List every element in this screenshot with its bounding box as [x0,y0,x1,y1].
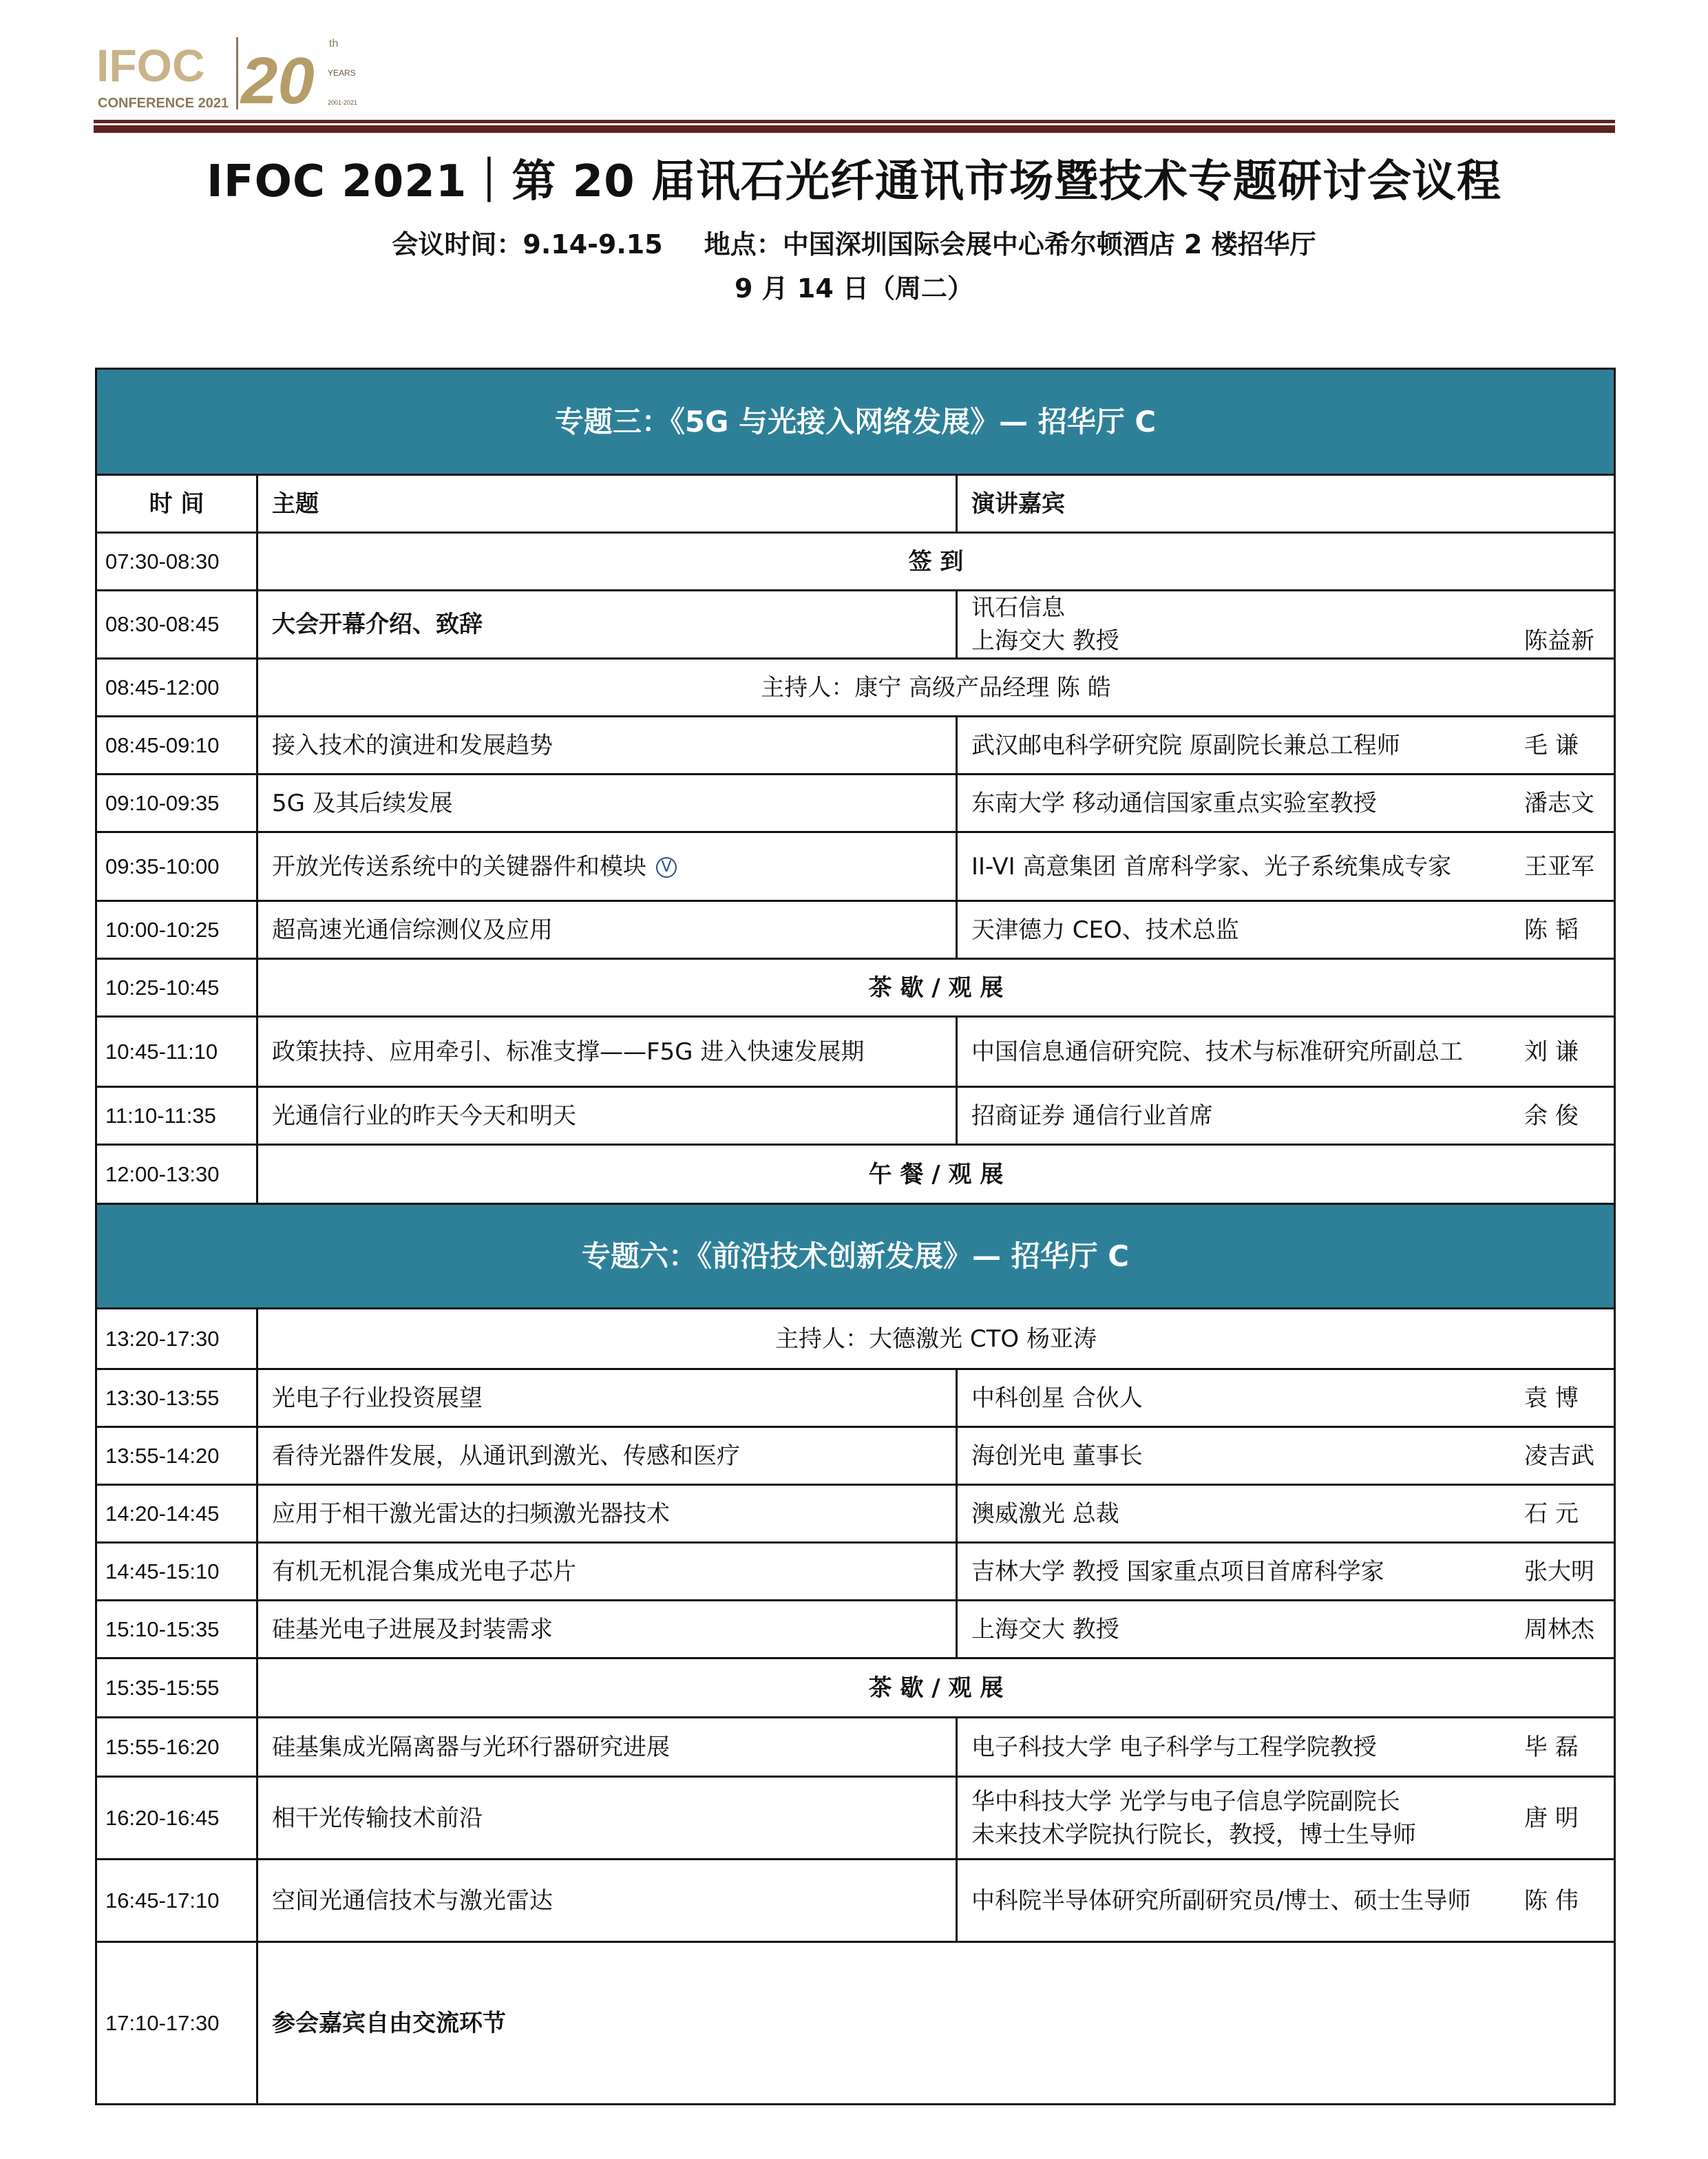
table-row [96,659,1615,717]
topic: 空间光通信技术与激光雷达 [272,1886,553,1915]
speaker-cell [957,1601,1615,1658]
speaker-affiliation [971,1613,1510,1646]
affiliation-line: 澳威激光 总裁 [971,1499,1119,1528]
header-time: 时 间 [96,475,257,533]
table-row [96,1601,1615,1658]
speaker-affiliation [971,1382,1510,1415]
speaker-affiliation [971,1440,1510,1473]
time-slot: 14:20-14:45 [96,1485,257,1543]
table-row [96,717,1615,775]
topic: 光电子行业投资展望 [272,1384,483,1412]
logo-sub: CONFERENCE 2021 [98,96,229,111]
table-row [96,1485,1615,1543]
time-slot: 14:45-15:10 [96,1543,257,1601]
topic-cell [257,832,957,901]
break-or-host: 主持人：大德激光 CTO 杨亚涛 [257,1309,1615,1369]
speaker-affiliation [971,591,1510,657]
speaker-affiliation [971,1555,1510,1588]
topic-cell [257,1369,957,1427]
speaker-cell [957,1369,1615,1427]
agenda-table [95,368,1616,2105]
topic: 5G 及其后续发展 [272,789,453,817]
affiliation-line: 东南大学 移动通信国家重点实验室教授 [971,789,1377,817]
speaker-cell [957,717,1615,775]
speaker-name: 刘 谦 [1524,1038,1579,1066]
time-slot: 11:10-11:35 [96,1087,257,1145]
table-row [96,1427,1615,1485]
affiliation-line: 招商证券 通信行业首席 [971,1102,1213,1130]
speaker-cell [957,1485,1615,1543]
time-slot: 10:00-10:25 [96,901,257,959]
speaker-name: 余 俊 [1524,1102,1579,1130]
page-title: IFOC 2021｜第 20 届讯石光纤通讯市场暨技术专题研讨会议程 [207,156,1501,207]
time-slot: 13:20-17:30 [96,1309,257,1369]
ifoc-20th-logo [96,30,365,113]
time-slot: 12:00-13:30 [96,1145,257,1204]
speaker-name: 张大明 [1524,1557,1595,1586]
speaker-cell [957,1087,1615,1145]
speaker-name: 潘志文 [1524,789,1595,817]
affiliation-line: 海创光电 董事长 [971,1442,1143,1470]
speaker-affiliation [971,1884,1510,1917]
affiliation-line: 上海交大 教授 [971,1615,1119,1643]
meeting-time: 会议时间：9.14-9.15 [392,229,663,260]
table-row [96,901,1615,959]
time-slot: 15:10-15:35 [96,1601,257,1658]
time-slot: 16:45-17:10 [96,1860,257,1942]
session-topic: 参会嘉宾自由交流环节 [257,1942,1615,2105]
time-slot: 15:55-16:20 [96,1718,257,1777]
speaker-affiliation [971,850,1510,883]
topic: 有机无机混合集成光电子芯片 [272,1557,576,1586]
topic: 超高速光通信综测仪及应用 [272,916,553,944]
logo-text: IFOC [96,40,205,91]
table-row [96,959,1615,1017]
affiliation-line: 讯石信息 [971,594,1065,622]
speaker-name: 毕 磊 [1524,1733,1579,1761]
speaker-cell [957,591,1615,659]
speaker-name: 周林杰 [1524,1615,1595,1643]
affiliation-line: 中科创星 合伙人 [971,1384,1143,1412]
table-row [96,1860,1615,1942]
topic: 相干光传输技术前沿 [272,1804,483,1832]
affiliation-line: 未来技术学院执行院长，教授，博士生导师 [971,1820,1416,1849]
table-row [96,1145,1615,1204]
header-topic: 主题 [257,475,957,533]
header-rule-thick [94,125,1615,133]
speaker-affiliation [971,1035,1510,1068]
affiliation-line: 中国信息通信研究院、技术与标准研究所副总工 [971,1038,1463,1066]
time-slot: 07:30-08:30 [96,533,257,591]
speaker-name: 袁 博 [1524,1384,1579,1412]
table-row [96,1658,1615,1718]
speaker-affiliation [971,914,1510,947]
session-title: 专题六：《前沿技术创新发展》— 招华厅 C [96,1204,1615,1309]
break-or-host: 签 到 [257,533,1615,591]
speaker-name: 凌吉武 [1524,1442,1595,1470]
time-slot: 10:45-11:10 [96,1017,257,1087]
table-row [96,775,1615,832]
topic-cell [257,1087,957,1145]
affiliation-line: 电子科技大学 电子科学与工程学院教授 [971,1733,1377,1761]
topic-cell [257,1601,957,1658]
time-slot: 09:10-09:35 [96,775,257,832]
speaker-name: 陈益新 [1524,627,1595,655]
speaker-affiliation [971,1785,1510,1851]
speaker-name: 王亚军 [1524,852,1595,881]
session-title: 专题三：《5G 与光接入网络发展》— 招华厅 C [96,369,1615,475]
speaker-cell [957,1543,1615,1601]
header-speaker: 演讲嘉宾 [957,475,1615,533]
speaker-cell [957,832,1615,901]
speaker-cell [957,1860,1615,1942]
table-row [96,832,1615,901]
topic: 硅基集成光隔离器与光环行器研究进展 [272,1733,670,1761]
speaker-name: 石 元 [1524,1499,1579,1528]
break-or-host: 茶 歇 / 观 展 [257,1658,1615,1718]
time-slot: 16:20-16:45 [96,1777,257,1860]
topic-cell [257,591,957,659]
topic: 硅基光电子进展及封装需求 [272,1615,553,1643]
meeting-venue: 地点：中国深圳国际会展中心希尔顿酒店 2 楼招华厅 [704,229,1316,260]
speaker-cell [957,1017,1615,1087]
topic-cell [257,1017,957,1087]
speaker-affiliation [971,1099,1510,1133]
affiliation-line: II-VI 高意集团 首席科学家、光子系统集成专家 [971,852,1452,881]
table-row [96,1017,1615,1087]
speaker-name: 陈 伟 [1524,1886,1579,1915]
topic: 大会开幕介绍、致辞 [272,611,483,638]
speaker-affiliation [971,729,1510,762]
speaker-cell [957,1777,1615,1860]
session-band-row [96,369,1615,475]
table-row [96,1777,1615,1860]
logo-range: 2001-2021 [328,99,358,106]
break-or-host: 主持人：康宁 高级产品经理 陈 皓 [257,659,1615,717]
meeting-info [0,223,1708,261]
time-slot: 08:30-08:45 [96,591,257,659]
table-row [96,1087,1615,1145]
topic-cell [257,1485,957,1543]
header-rule [94,120,1615,123]
time-slot: 13:55-14:20 [96,1427,257,1485]
topic-cell [257,1718,957,1777]
topic: 接入技术的演进和发展趋势 [272,731,553,759]
speaker-cell [957,1427,1615,1485]
logo-years: YEARS [328,68,356,78]
topic: 政策扶持、应用牵引、标准支撑——F5G 进入快速发展期 [272,1038,865,1066]
speaker-cell [957,775,1615,832]
topic-cell [257,775,957,832]
time-slot: 10:25-10:45 [96,959,257,1017]
affiliation-line: 天津德力 CEO、技术总监 [971,916,1239,944]
speaker-affiliation [971,787,1510,820]
time-slot: 08:45-12:00 [96,659,257,717]
speaker-affiliation [971,1731,1510,1764]
speaker-affiliation [971,1497,1510,1530]
table-row [96,591,1615,659]
affiliation-line: 武汉邮电科学研究院 原副院长兼总工程师 [971,731,1400,759]
topic-cell [257,1543,957,1601]
table-row [96,1309,1615,1369]
topic: 看待光器件发展，从通讯到激光、传感和医疗 [272,1442,740,1470]
logo-th: th [329,38,339,50]
speaker-cell [957,1718,1615,1777]
break-or-host: 茶 歇 / 观 展 [257,959,1615,1017]
topic: 应用于相干激光雷达的扫频激光器技术 [272,1499,670,1528]
speaker-name: 唐 明 [1524,1804,1579,1832]
affiliation-line: 上海交大 教授 [971,627,1119,655]
topic-cell [257,901,957,959]
table-row [96,1369,1615,1427]
table-row [96,533,1615,591]
topic-cell [257,717,957,775]
time-slot: 09:35-10:00 [96,832,257,901]
table-row [96,1718,1615,1777]
topic: 光通信行业的昨天今天和明天 [272,1102,576,1130]
time-slot: 08:45-09:10 [96,717,257,775]
affiliation-line: 中科院半导体研究所副研究员/博士、硕士生导师 [971,1886,1471,1915]
table-header-row [96,475,1615,533]
topic-cell [257,1777,957,1860]
time-slot: 15:35-15:55 [96,1658,257,1718]
meeting-date: 9 月 14 日（周二） [734,273,973,304]
video-icon[interactable]: V [656,857,677,878]
session-band-row [96,1204,1615,1309]
table-row [96,1543,1615,1601]
time-slot: 13:30-13:55 [96,1369,257,1427]
break-or-host: 午 餐 / 观 展 [257,1145,1615,1204]
speaker-cell [957,901,1615,959]
time-slot: 17:10-17:30 [96,1942,257,2105]
speaker-name: 毛 谦 [1524,731,1579,759]
topic-cell [257,1860,957,1942]
speaker-name: 陈 韬 [1524,916,1579,944]
topic-cell [257,1427,957,1485]
affiliation-line: 吉林大学 教授 国家重点项目首席科学家 [971,1557,1384,1586]
topic: 开放光传送系统中的关键器件和模块 [272,852,646,881]
affiliation-line: 华中科技大学 光学与电子信息学院副院长 [971,1787,1400,1815]
table-row [96,1942,1615,2105]
logo-20: 20 [241,44,315,113]
